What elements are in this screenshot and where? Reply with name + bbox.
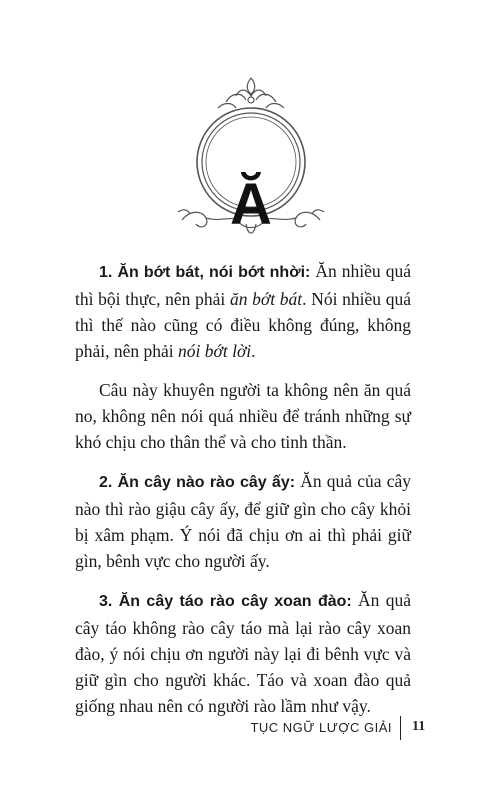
body-text: . [251,341,256,361]
entry-heading: 3. Ăn cây táo rào cây xoan đào: [99,593,352,610]
entry-paragraph [75,587,411,719]
emphasis-text: ăn bớt bát [229,289,303,309]
emphasis-text: nói bớt lời [178,341,252,361]
entries-body [75,258,411,732]
entry-paragraph [75,258,411,364]
page-footer [0,716,502,742]
running-title: TỤC NGỮ LƯỢC GIẢI [250,720,392,735]
page-number: 11 [412,719,426,734]
footer-divider [400,716,401,740]
body-text: Ăn nhiều quá thì bội thực, nên phải [75,261,411,309]
chapter-letter: Ă [230,172,272,237]
entry-paragraph [75,468,411,574]
body-text: Ăn quả cây táo không rào cây táo mà lại rào cây xoan đào, ý nói chịu ơn người này lại đi bênh vực và giữ gìn cho người khác. Táo và xoan đào quả giống nhau nên có người rào lầm như vậy. [75,590,412,716]
chapter-emblem [176,70,326,240]
body-text: Câu này khuyên người ta không nên ăn quá no, không nên nói quá nhiều để tránh những sự khó chịu cho thân thể và cho tinh thần. [75,380,411,452]
body-text: . Nói nhiều quá thì thế nào cũng có điều không đúng, không phải, nên phải [75,289,411,361]
entry-heading: 1. Ăn bớt bát, nói bớt nhời: [99,264,311,281]
entry-heading: 2. Ăn cây nào rào cây ấy: [99,474,296,491]
entry-paragraph [75,377,411,455]
body-text: Ăn quả của cây nào thì rào giậu cây ấy, để giữ gìn cho cây khỏi bị xâm phạm. Ý nói đã chịu ơn ai thì phải giữ gìn, bênh vực cho người ấy. [75,471,411,571]
